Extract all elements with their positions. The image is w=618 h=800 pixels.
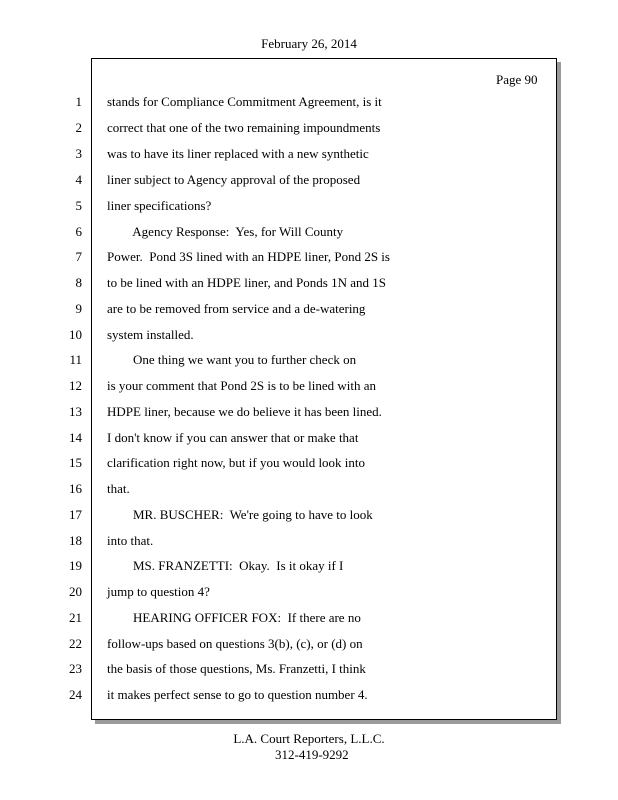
- line-text: HDPE liner, because we do believe it has been lined.: [107, 404, 382, 419]
- line-text: stands for Compliance Commitment Agreement, is it: [107, 94, 382, 109]
- line-text: liner specifications?: [107, 198, 212, 213]
- line-number: 15: [69, 455, 82, 470]
- line-number: 24: [69, 687, 82, 702]
- line-text: Agency Response: Yes, for Will County: [107, 224, 344, 239]
- line-number: 19: [69, 558, 82, 573]
- line-text: to be lined with an HDPE liner, and Ponds 1N and 1S: [107, 275, 386, 290]
- line-number: 6: [75, 224, 82, 239]
- line-text: the basis of those questions, Ms. Franzetti, I think: [107, 661, 366, 676]
- line-text: Power. Pond 3S lined with an HDPE liner, Pond 2S is: [107, 249, 390, 264]
- page-number: Page 90: [496, 72, 538, 87]
- line-number: 4: [75, 172, 82, 187]
- line-number: 18: [69, 533, 82, 548]
- line-text: into that.: [107, 533, 154, 548]
- line-number: 13: [69, 404, 82, 419]
- line-number: 17: [69, 507, 82, 522]
- line-number: 10: [69, 327, 82, 342]
- line-text: is your comment that Pond 2S is to be lined with an: [107, 378, 377, 393]
- line-text: was to have its liner replaced with a new synthetic: [107, 146, 369, 161]
- line-text: clarification right now, but if you would look into: [107, 455, 366, 470]
- line-number: 2: [75, 120, 82, 135]
- footer-company: L.A. Court Reporters, L.L.C.: [233, 731, 385, 746]
- line-number: 5: [75, 198, 82, 213]
- line-text: it makes perfect sense to go to question number 4.: [107, 687, 368, 702]
- line-text: HEARING OFFICER FOX: If there are no: [107, 610, 361, 625]
- line-text: jump to question 4?: [107, 584, 210, 599]
- line-text: MS. FRANZETTI: Okay. Is it okay if I: [107, 558, 344, 573]
- transcript-date: February 26, 2014: [261, 36, 357, 51]
- line-text: correct that one of the two remaining impoundments: [107, 120, 381, 135]
- line-number: 1: [75, 94, 82, 109]
- line-number: 23: [69, 661, 82, 676]
- line-number: 21: [69, 610, 82, 625]
- line-number: 20: [69, 584, 82, 599]
- line-text: system installed.: [107, 327, 194, 342]
- line-text: liner subject to Agency approval of the proposed: [107, 172, 361, 187]
- footer-phone: 312-419-9292: [275, 747, 349, 762]
- line-number: 3: [75, 146, 82, 161]
- line-number: 11: [69, 352, 82, 367]
- line-text: One thing we want you to further check on: [107, 352, 357, 367]
- line-number: 22: [69, 636, 82, 651]
- line-text: follow-ups based on questions 3(b), (c), or (d) on: [107, 636, 363, 651]
- line-number: 12: [69, 378, 82, 393]
- line-text: are to be removed from service and a de-watering: [107, 301, 366, 316]
- line-text: MR. BUSCHER: We're going to have to look: [107, 507, 373, 522]
- line-number: 9: [75, 301, 82, 316]
- line-number: 14: [69, 430, 82, 445]
- line-number: 8: [75, 275, 82, 290]
- line-number: 16: [69, 481, 82, 496]
- line-number: 7: [75, 249, 82, 264]
- line-text: I don't know if you can answer that or make that: [107, 430, 359, 445]
- line-text: that.: [107, 481, 130, 496]
